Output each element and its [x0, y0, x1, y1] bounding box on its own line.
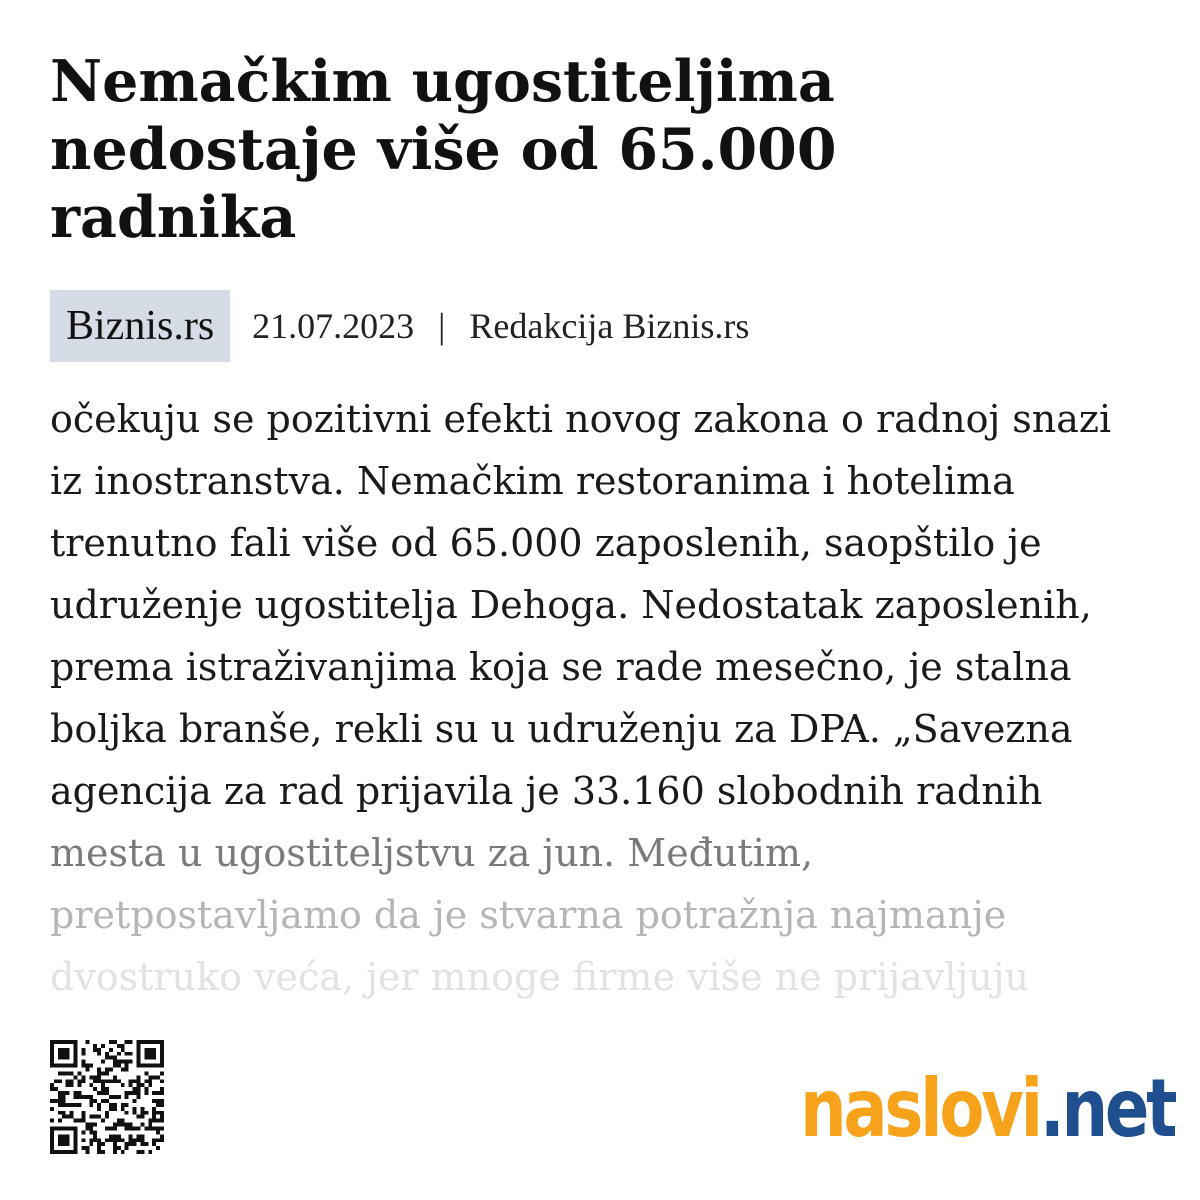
meta-separator: |: [438, 306, 446, 346]
article-meta: [50, 290, 749, 362]
author-name: Redakcija Biznis.rs: [469, 306, 750, 346]
article-body-line: iz inostranstva. Nemačkim restoranima i hotelima: [50, 459, 1015, 503]
article-body-line: agencija za rad prijavila je 33.160 slobodnih radnih: [50, 769, 1043, 813]
article-body: [50, 388, 1150, 1008]
article-body-line: boljka branše, rekli su u udruženju za DPA. „Savezna: [50, 707, 1073, 751]
article-body-line: trenutno fali više od 65.000 zaposlenih, saopštilo je: [50, 521, 1042, 565]
article-body-line: dvostruko veća, jer mnoge firme više ne prijavljuju: [50, 955, 1029, 999]
logo-text-naslovi: naslovi: [800, 1062, 1040, 1155]
article-body-line: prema istraživanjima koja se rade mesečno, je stalna: [50, 645, 1072, 689]
article-title: Nemačkim ugostiteljima nedostaje više od 65.000 radnika: [50, 48, 837, 251]
publish-date: 21.07.2023: [252, 306, 415, 346]
naslovi-net-logo[interactable]: [800, 1062, 1174, 1162]
article-body-line: pretpostavljamo da je stvarna potražnja najmanje: [50, 893, 1007, 937]
qr-code-icon[interactable]: [50, 1040, 164, 1154]
logo-text-net: .net: [1039, 1062, 1175, 1155]
article-body-line: mesta u ugostiteljstvu za jun. Međutim,: [50, 831, 814, 875]
source-badge[interactable]: Biznis.rs: [50, 290, 230, 362]
article-body-line: udruženje ugostitelja Dehoga. Nedostatak zaposlenih,: [50, 583, 1092, 627]
article-body-line: očekuju se pozitivni efekti novog zakona o radnoj snazi: [50, 397, 1112, 441]
